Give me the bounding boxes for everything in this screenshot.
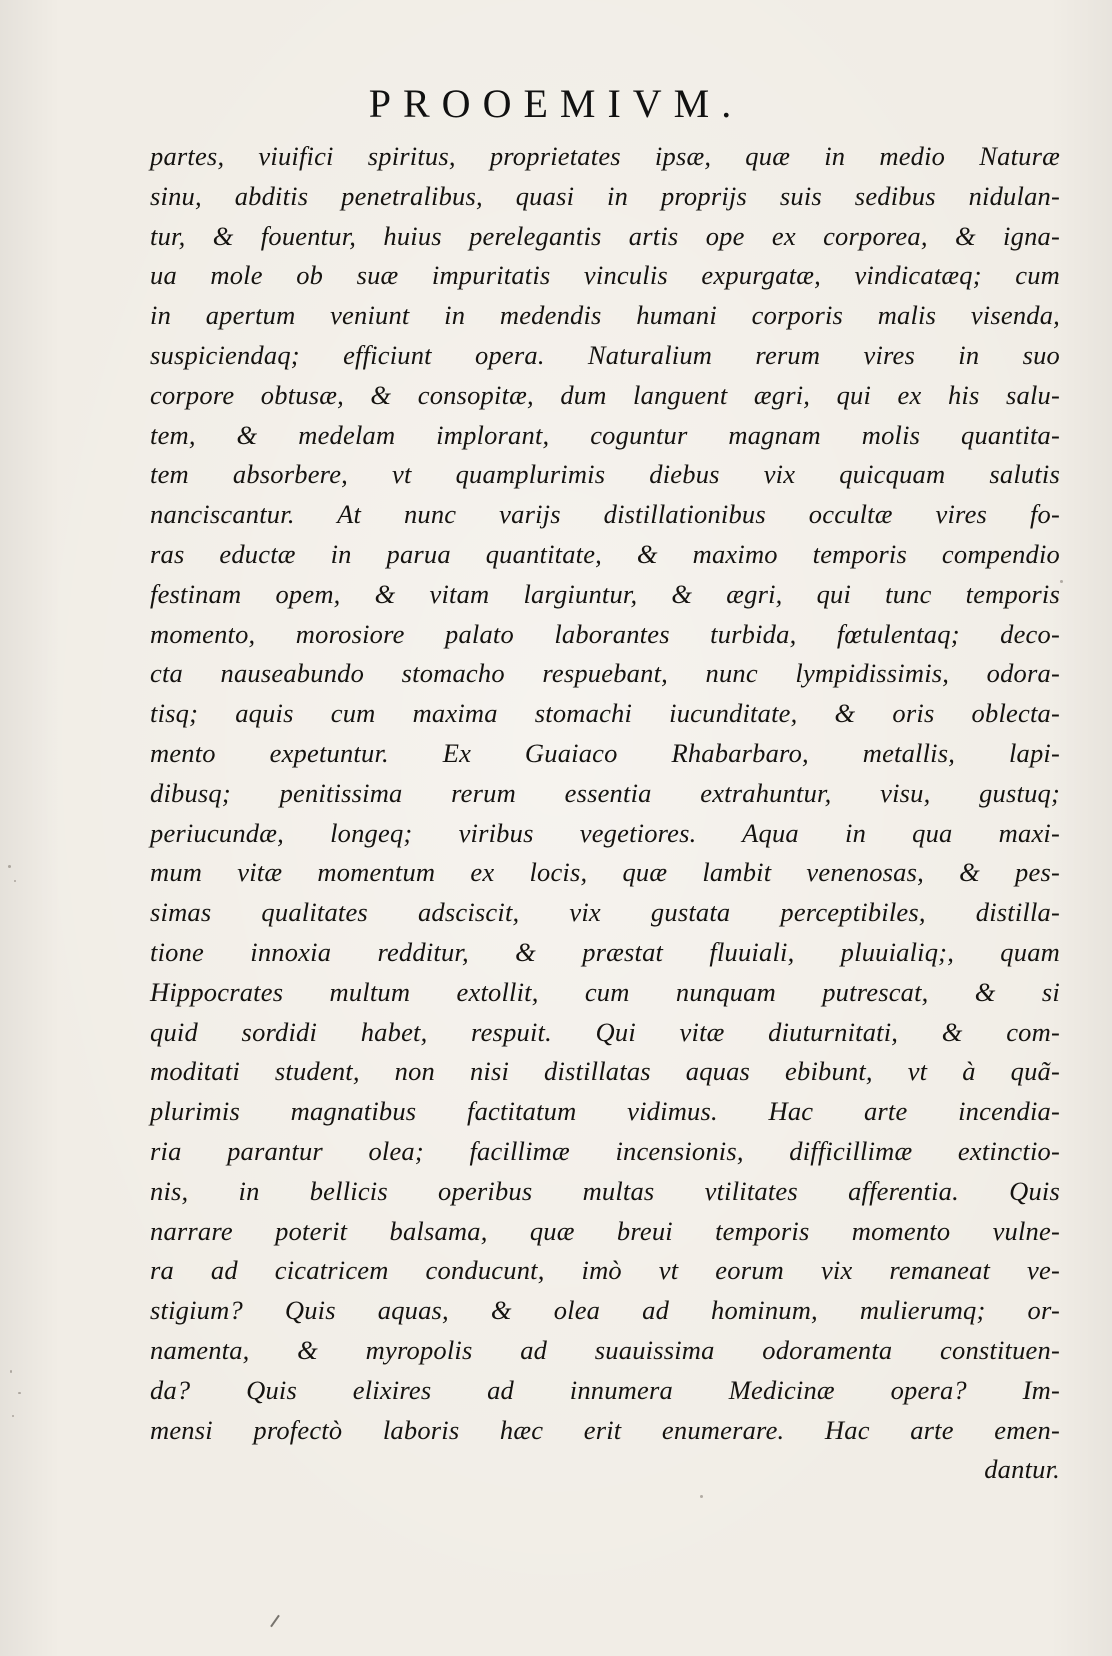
text-line: nis, in bellicis operibus multas vtilitates afferentia. Quis xyxy=(150,1175,1060,1206)
text-line: periucundæ, longeq; viribus vegetiores. Aqua in qua maxi- xyxy=(150,817,1060,848)
text-line: plurimis magnatibus factitatum vidimus. Hac arte incendia- xyxy=(150,1096,1060,1127)
text-line: narrare poterit balsama, quæ breui temporis momento vulne- xyxy=(150,1215,1060,1246)
text-line: partes, viuifici spiritus, proprietates ipsæ, quæ in medio Naturæ xyxy=(150,141,1060,171)
text-line: moditati student, non nisi distillatas aquas ebibunt, vt à quã- xyxy=(150,1056,1060,1087)
text-line: suspiciendaq; efficiunt opera. Naturalium rerum vires in suo xyxy=(150,339,1060,370)
text-line: ria parantur olea; facillimæ incensionis, difficillimæ extinctio- xyxy=(150,1135,1060,1166)
text-line: mento expetuntur. Ex Guaiaco Rhabarbaro, metallis, lapi- xyxy=(150,737,1060,768)
text-line: ras eductæ in parua quantitate, & maximo temporis compendio xyxy=(150,538,1060,569)
text-line: ra ad cicatricem conducunt, imò vt eorum vix remaneat ve- xyxy=(150,1255,1060,1286)
text-line: mensi profectò laboris hæc erit enumerare. Hac arte emen- xyxy=(150,1414,1060,1445)
text-line: sinu, abditis penetralibus, quasi in proprijs suis sedibus nidulan- xyxy=(150,180,1060,211)
text-line: tem absorbere, vt quamplurimis diebus vix quicquam salutis xyxy=(150,459,1060,490)
text-line: tisq; aquis cum maxima stomachi iucunditate, & oris oblecta- xyxy=(150,698,1060,729)
text-line: momento, morosiore palato laborantes turbida, fœtulentaq; deco- xyxy=(150,618,1060,649)
text-line: cta nauseabundo stomacho respuebant, nunc lympidissimis, odora- xyxy=(150,658,1060,689)
text-line: da? Quis elixires ad innumera Medicinæ opera? Im- xyxy=(150,1374,1060,1405)
catchword: dantur. xyxy=(984,1454,1060,1485)
text-line: stigium? Quis aquas, & olea ad hominum, mulierumq; or- xyxy=(150,1295,1060,1326)
text-line: corpore obtusæ, & consopitæ, dum languent ægri, qui ex his salu- xyxy=(150,379,1060,410)
text-line: quid sordidi habet, respuit. Qui vitæ diuturnitati, & com- xyxy=(150,1016,1060,1047)
text-line: in apertum veniunt in medendis humani corporis malis visenda, xyxy=(150,300,1060,331)
text-line: simas qualitates adsciscit, vix gustata perceptibiles, distilla- xyxy=(150,897,1060,928)
text-line: Hippocrates multum extollit, cum nunquam putrescat, & si xyxy=(150,976,1060,1007)
text-line: dibusq; penitissima rerum essentia extrahuntur, visu, gustuq; xyxy=(150,777,1060,808)
ink-stroke xyxy=(270,1615,280,1628)
text-line: nanciscantur. At nunc varijs distillationibus occultæ vires fo- xyxy=(150,499,1060,530)
text-line: tione innoxia redditur, & præstat fluuiali, pluuialiq;, quam xyxy=(150,936,1060,967)
text-line: festinam opem, & vitam largiuntur, & ægri, qui tunc temporis xyxy=(150,578,1060,609)
body-text xyxy=(150,137,1060,1490)
running-title: PROOEMIVM. xyxy=(368,81,744,126)
text-line: namenta, & myropolis ad suauissima odoramenta constituen- xyxy=(150,1334,1060,1365)
text-line: mum vitæ momentum ex locis, quæ lambit venenosas, & pes- xyxy=(150,857,1060,888)
text-line: ua mole ob suæ impuritatis vinculis expurgatæ, vindicatæq; cum xyxy=(150,260,1060,291)
text-line: tem, & medelam implorant, coguntur magnam molis quantita- xyxy=(150,419,1060,450)
text-line: tur, & fouentur, huius perelegantis artis ope ex corporea, & igna- xyxy=(150,220,1060,251)
